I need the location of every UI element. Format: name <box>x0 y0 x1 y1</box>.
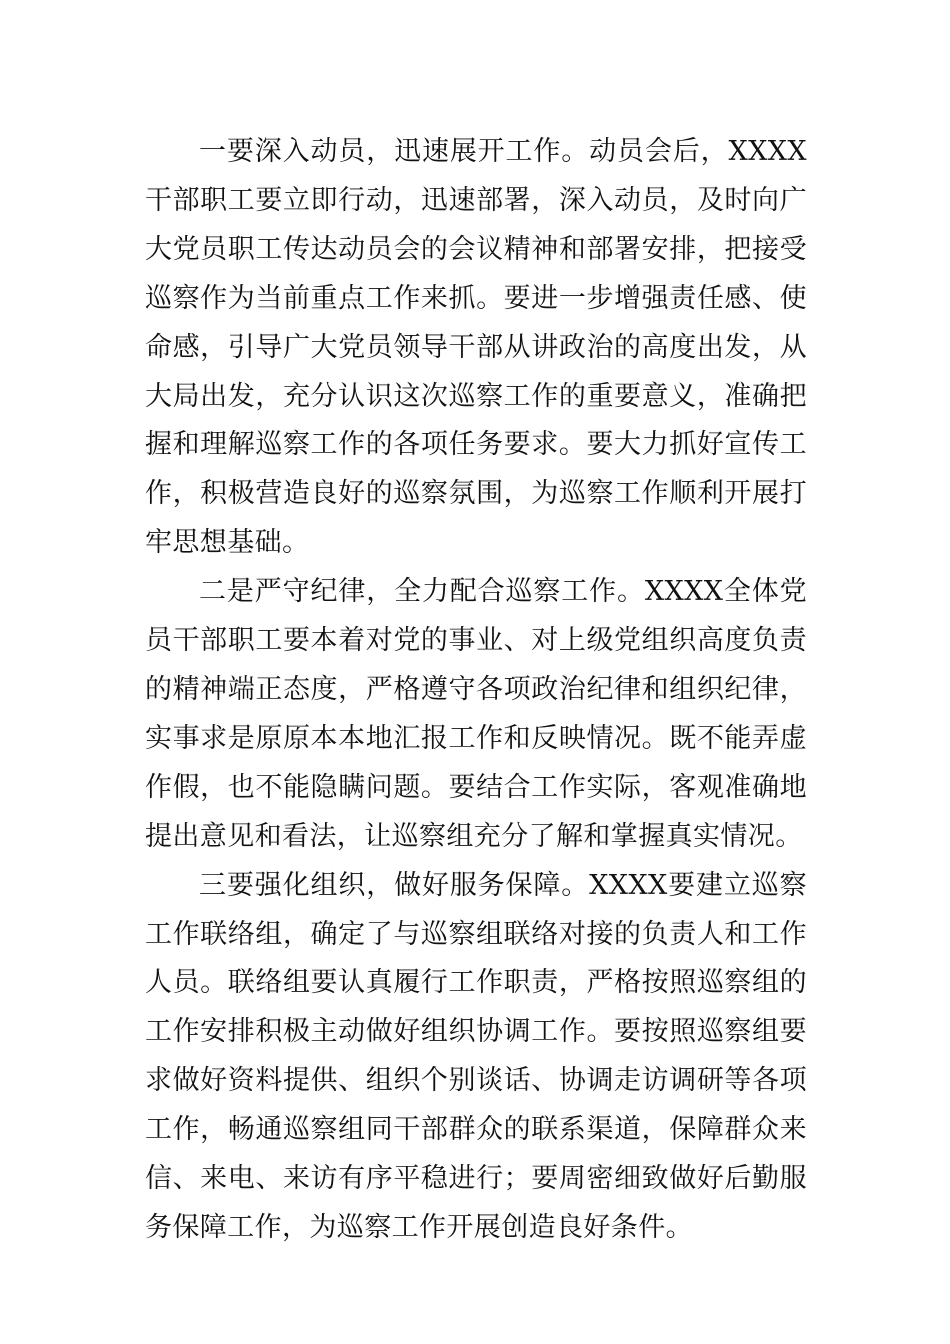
paragraph-discipline: 二是严守纪律，全力配合巡察工作。XXXX全体党员干部职工要本着对党的事业、对上级党组织高度负责的精神端正态度，严格遵守各项政治纪律和组织纪律，实事求是原原本本地汇报工作和反映情况。既不能弄虚作假，也不能隐瞒问题。要结合工作实际，客观准确地提出意见和看法，让巡察组充分了解和掌握真实情况。 <box>145 576 807 852</box>
paragraph-service-guarantee: 三要强化组织，做好服务保障。XXXX要建立巡察工作联络组，确定了与巡察组联络对接的负责人和工作人员。联络组要认真履行工作职责，严格按照巡察组的工作安排积极主动做好组织协调工作。要按照巡察组要求做好资料提供、组织个别谈话、协调走访调研等各项工作，畅通巡察组同干部群众的联系渠道，保障群众来信、来电、来访有序平稳进行；要周密细致做好后勤服务保障工作，为巡察工作开展创造良好条件。 <box>145 869 807 1243</box>
document-body <box>145 128 807 1253</box>
paragraph-mobilization: 一要深入动员，迅速展开工作。动员会后，XXXX干部职工要立即行动，迅速部署，深入动员，及时向广大党员职工传达动员会的会议精神和部署安排，把接受巡察作为当前重点工作来抓。要进一步增强责任感、使命感，引导广大党员领导干部从讲政治的高度出发，从大局出发，充分认识这次巡察工作的重要意义，准确把握和理解巡察工作的各项任务要求。要大力抓好宣传工作，积极营造良好的巡察氛围，为巡察工作顺利开展打牢思想基础。 <box>145 136 807 559</box>
